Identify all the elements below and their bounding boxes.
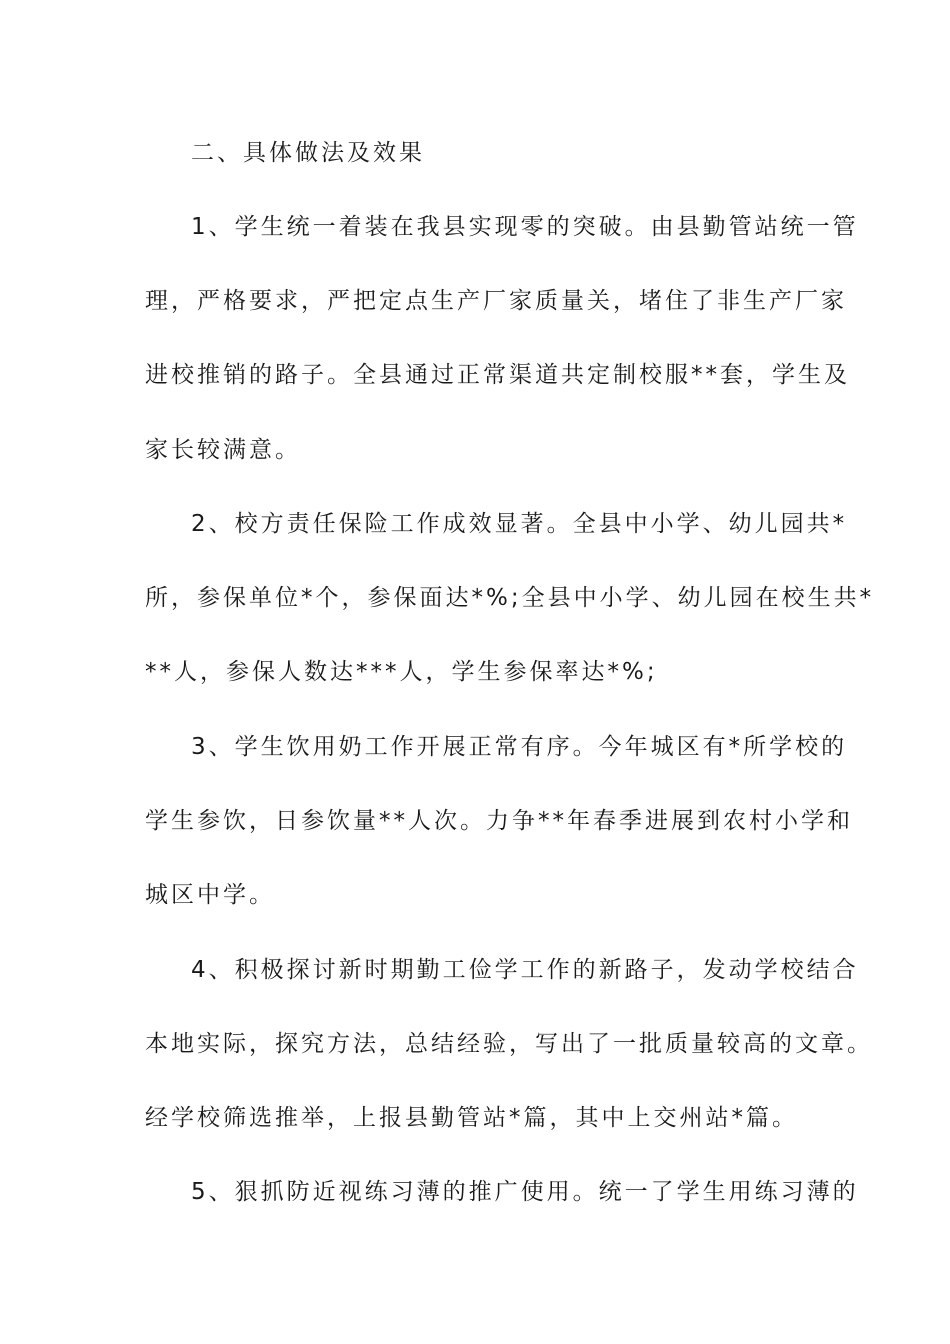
section-heading: 二、具体做法及效果 xyxy=(191,140,425,166)
paragraph-1-line-1: 1、学生统一着装在我县实现零的突破。由县勤管站统一管 xyxy=(191,214,859,240)
paragraph-1-line-4: 家长较满意。 xyxy=(145,437,301,463)
paragraph-5-line-1: 5、狠抓防近视练习薄的推广使用。统一了学生用练习薄的 xyxy=(191,1179,859,1205)
paragraph-2-line-3: **人，参保人数达***人，学生参保率达*%; xyxy=(145,659,658,685)
paragraph-4-line-1: 4、积极探讨新时期勤工俭学工作的新路子，发动学校结合 xyxy=(191,957,859,983)
paragraph-1-line-3: 进校推销的路子。全县通过正常渠道共定制校服**套，学生及 xyxy=(145,362,850,388)
paragraph-3-line-3: 城区中学。 xyxy=(145,882,275,908)
paragraph-2-line-2: 所，参保单位*个，参保面达*%;全县中小学、幼儿园在校生共* xyxy=(145,585,875,611)
paragraph-1-line-2: 理，严格要求，严把定点生产厂家质量关，堵住了非生产厂家 xyxy=(145,288,847,314)
paragraph-3-line-2: 学生参饮，日参饮量**人次。力争**年春季进展到农村小学和 xyxy=(145,808,853,834)
paragraph-2-line-1: 2、校方责任保险工作成效显著。全县中小学、幼儿园共* xyxy=(191,511,848,537)
paragraph-3-line-1: 3、学生饮用奶工作开展正常有序。今年城区有*所学校的 xyxy=(191,734,848,760)
paragraph-4-line-3: 经学校筛选推举，上报县勤管站*篇，其中上交州站*篇。 xyxy=(145,1105,798,1131)
paragraph-4-line-2: 本地实际，探究方法，总结经验，写出了一批质量较高的文章。 xyxy=(145,1031,873,1057)
